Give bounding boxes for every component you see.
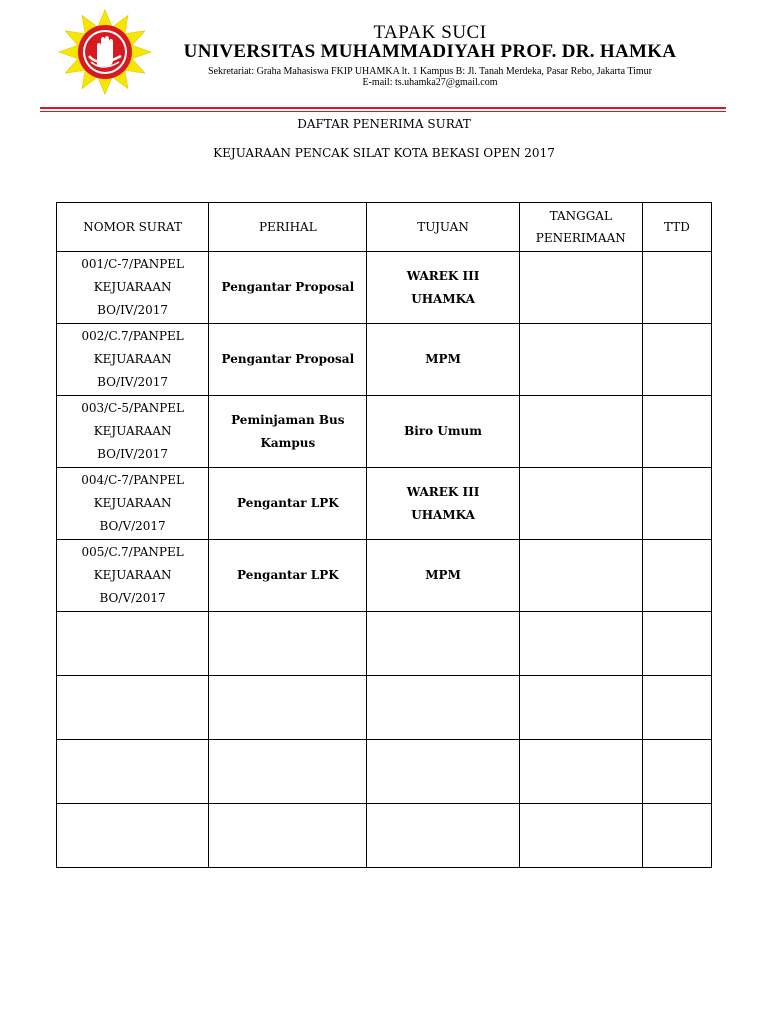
- cell-nomor-surat-line: 001/C-7/PANPEL: [81, 257, 185, 271]
- cell-tanggal-penerimaan-empty: [519, 740, 642, 804]
- cell-tujuan-line: MPM: [425, 352, 461, 366]
- header-divider-thin: [40, 111, 726, 112]
- cell-tanggal-penerimaan: [519, 540, 642, 612]
- cell-tujuan: [367, 468, 519, 540]
- cell-perihal-line: Pengantar Proposal: [221, 352, 355, 366]
- address-block: [170, 66, 690, 88]
- cell-ttd: [642, 396, 711, 468]
- cell-nomor-surat-empty: [57, 612, 209, 676]
- cell-perihal-empty: [209, 612, 367, 676]
- cell-nomor-surat-line: KEJUARAAN: [93, 424, 172, 438]
- empty-table-row: [57, 612, 712, 676]
- cell-nomor-surat-line: 002/C.7/PANPEL: [81, 329, 184, 343]
- document-title: DAFTAR PENERIMA SURAT: [297, 117, 471, 131]
- cell-nomor-surat-line: KEJUARAAN: [93, 352, 172, 366]
- cell-tujuan-empty: [367, 612, 519, 676]
- organization-name: TAPAK SUCI: [373, 22, 487, 43]
- cell-nomor-surat-line: KEJUARAAN: [93, 496, 172, 510]
- cell-perihal-empty: [209, 676, 367, 740]
- cell-tujuan: [367, 324, 519, 396]
- cell-nomor-surat: [57, 540, 209, 612]
- cell-nomor-surat: [57, 252, 209, 324]
- cell-tujuan: [367, 252, 519, 324]
- cell-tujuan-line: UHAMKA: [411, 291, 475, 306]
- cell-tujuan-empty: [367, 676, 519, 740]
- header-tanggal-line1: TANGGAL: [549, 209, 612, 223]
- table-row: [57, 540, 712, 612]
- header-ttd: TTD: [642, 203, 711, 252]
- cell-perihal-line: Kampus: [260, 435, 316, 450]
- cell-tanggal-penerimaan: [519, 396, 642, 468]
- cell-perihal-line: Pengantar LPK: [237, 496, 339, 510]
- cell-perihal: [209, 396, 367, 468]
- cell-tujuan-line: WAREK III: [406, 484, 480, 499]
- empty-table-row: [57, 804, 712, 868]
- cell-tujuan-empty: [367, 804, 519, 868]
- cell-nomor-surat-empty: [57, 676, 209, 740]
- cell-perihal-line: Pengantar LPK: [237, 568, 339, 582]
- cell-ttd: [642, 468, 711, 540]
- cell-nomor-surat-empty: [57, 740, 209, 804]
- cell-nomor-surat-line: 003/C-5/PANPEL: [81, 401, 185, 415]
- cell-perihal: [209, 324, 367, 396]
- cell-tujuan-empty: [367, 740, 519, 804]
- document-subtitle: KEJUARAAN PENCAK SILAT KOTA BEKASI OPEN 2017: [213, 146, 555, 160]
- cell-ttd-empty: [642, 612, 711, 676]
- table-row: [57, 324, 712, 396]
- cell-tujuan-line: WAREK III: [406, 268, 480, 283]
- header-tanggal-line2: PENERIMAAN: [535, 231, 626, 245]
- cell-tanggal-penerimaan-empty: [519, 676, 642, 740]
- cell-nomor-surat-line: BO/V/2017: [99, 519, 166, 533]
- cell-perihal-empty: [209, 804, 367, 868]
- university-name: UNIVERSITAS MUHAMMADIYAH PROF. DR. HAMKA: [183, 41, 677, 62]
- cell-ttd: [642, 324, 711, 396]
- cell-ttd: [642, 252, 711, 324]
- cell-nomor-surat: [57, 324, 209, 396]
- cell-perihal-line: Pengantar Proposal: [221, 280, 355, 294]
- table-row: [57, 252, 712, 324]
- header-nomor-surat: NOMOR SURAT: [57, 203, 209, 252]
- cell-nomor-surat-line: KEJUARAAN: [93, 568, 172, 582]
- cell-tujuan-line: Biro Umum: [404, 424, 482, 438]
- cell-nomor-surat-line: KEJUARAAN: [93, 280, 172, 294]
- empty-table-row: [57, 676, 712, 740]
- tapak-suci-sun-emblem-icon: [50, 5, 160, 100]
- cell-perihal-empty: [209, 740, 367, 804]
- cell-perihal-line: Peminjaman Bus: [231, 412, 345, 427]
- cell-nomor-surat: [57, 468, 209, 540]
- cell-tanggal-penerimaan: [519, 252, 642, 324]
- recipient-table: [56, 202, 712, 868]
- cell-perihal: [209, 468, 367, 540]
- secretariat-address: Sekretariat: Graha Mahasiswa FKIP UHAMKA lt. 1 Kampus B: Jl. Tanah Merdeka, Pasar Rebo, Jakarta Timur: [208, 66, 652, 77]
- cell-nomor-surat-line: 005/C.7/PANPEL: [81, 545, 184, 559]
- cell-nomor-surat-line: 004/C-7/PANPEL: [81, 473, 185, 487]
- cell-nomor-surat-empty: [57, 804, 209, 868]
- cell-nomor-surat-line: BO/IV/2017: [97, 375, 169, 389]
- email-address: E-mail: ts.uhamka27@gmail.com: [362, 77, 498, 88]
- cell-ttd-empty: [642, 740, 711, 804]
- header-tujuan: TUJUAN: [367, 203, 519, 252]
- cell-ttd-empty: [642, 804, 711, 868]
- cell-tanggal-penerimaan-empty: [519, 804, 642, 868]
- cell-perihal: [209, 540, 367, 612]
- header-perihal: PERIHAL: [209, 203, 367, 252]
- cell-nomor-surat-line: BO/IV/2017: [97, 447, 169, 461]
- empty-table-row: [57, 740, 712, 804]
- cell-nomor-surat-line: BO/V/2017: [99, 591, 166, 605]
- cell-tanggal-penerimaan: [519, 324, 642, 396]
- table-row: [57, 468, 712, 540]
- cell-ttd-empty: [642, 676, 711, 740]
- cell-nomor-surat: [57, 396, 209, 468]
- cell-tanggal-penerimaan: [519, 468, 642, 540]
- table-header-row: [57, 203, 712, 252]
- cell-perihal: [209, 252, 367, 324]
- cell-tanggal-penerimaan-empty: [519, 612, 642, 676]
- cell-ttd: [642, 540, 711, 612]
- header-divider-thick: [40, 107, 726, 109]
- cell-nomor-surat-line: BO/IV/2017: [97, 303, 169, 317]
- table-body: [57, 252, 712, 868]
- cell-tujuan-line: UHAMKA: [411, 507, 475, 522]
- cell-tujuan: [367, 396, 519, 468]
- header-tanggal-penerimaan: [519, 203, 642, 252]
- cell-tujuan: [367, 540, 519, 612]
- cell-tujuan-line: MPM: [425, 568, 461, 582]
- table-row: [57, 396, 712, 468]
